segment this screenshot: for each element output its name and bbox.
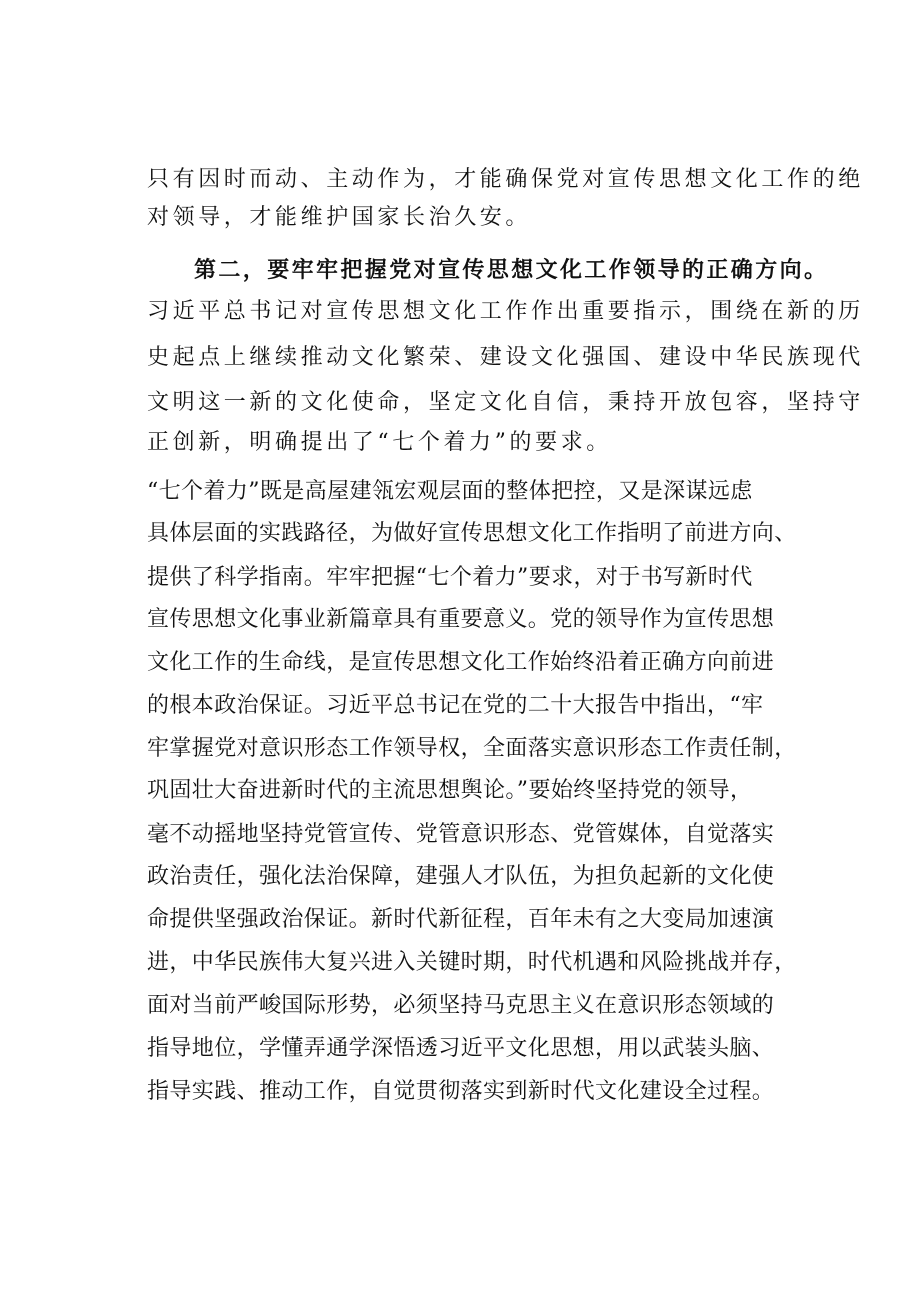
text-line-17: 政治责任，强化法治保障，建强人才队伍，为担负起新的文化使 bbox=[147, 864, 775, 889]
text-line-2: 对领导，才能维护国家长治久安。 bbox=[147, 205, 532, 230]
text-line-12: 文化工作的生命线，是宣传思想文化工作始终沿着正确方向前进 bbox=[147, 650, 775, 675]
text-line-13: 的根本政治保证。习近平总书记在党的二十大报告中指出，“牢 bbox=[147, 693, 764, 718]
text-line-11: 宣传思想文化事业新篇章具有重要意义。党的领导作为宣传思想 bbox=[147, 607, 775, 632]
text-line-10: 提供了科学指南。牢牢把握“七个着力”要求，对于书写新时代 bbox=[147, 565, 753, 590]
text-line-15: 巩固壮大奋进新时代的主流思想舆论。”要始终坚持党的领导， bbox=[147, 778, 753, 803]
text-line-20: 面对当前严峻国际形势，必须坚持马克思主义在意识形态领域的 bbox=[147, 993, 775, 1018]
text-line-19: 进，中华民族伟大复兴进入关键时期，时代机遇和风险挑战并存， bbox=[147, 950, 797, 975]
text-line-1: 只有因时而动、主动作为，才能确保党对宣传思想文化工作的绝 bbox=[147, 167, 864, 192]
text-line-8: “七个着力”既是高屋建瓴宏观层面的整体把控，又是深谋远虑 bbox=[147, 479, 753, 504]
text-line-5: 史起点上继续推动文化繁荣、建设文化强国、建设中华民族现代 bbox=[147, 345, 864, 370]
text-line-4: 习近平总书记对宣传思想文化工作作出重要指示，围绕在新的历 bbox=[147, 299, 864, 324]
text-line-21: 指导地位，学懂弄通学深悟透习近平文化思想，用以武装头脑、 bbox=[147, 1036, 775, 1061]
text-line-7: 正创新，明确提出了“七个着力”的要求。 bbox=[147, 430, 612, 455]
text-line-18: 命提供坚强政治保证。新时代新征程，百年未有之大变局加速演 bbox=[147, 907, 775, 932]
text-line-14: 牢掌握党对意识形态工作领导权，全面落实意识形态工作责任制， bbox=[147, 736, 797, 761]
text-line-16: 毫不动摇地坚持党管宣传、党管意识形态、党管媒体，自觉落实 bbox=[147, 822, 775, 847]
text-line-9: 具体层面的实践路径，为做好宣传思想文化工作指明了前进方向、 bbox=[147, 521, 797, 546]
section-heading: 第二，要牢牢把握党对宣传思想文化工作领导的正确方向。 bbox=[194, 257, 829, 283]
text-line-22: 指导实践、推动工作，自觉贯彻落实到新时代文化建设全过程。 bbox=[147, 1079, 775, 1104]
text-line-6: 文明这一新的文化使命，坚定文化自信，秉持开放包容，坚持守 bbox=[147, 390, 864, 415]
